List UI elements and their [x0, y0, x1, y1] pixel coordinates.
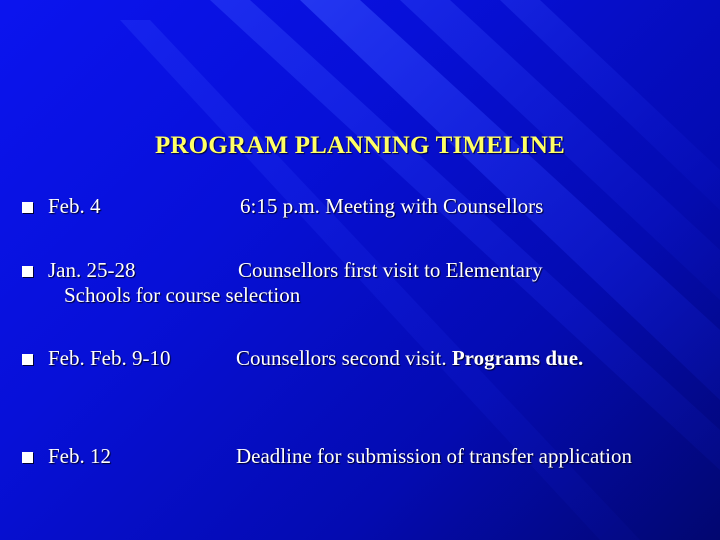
item-description: [236, 346, 583, 371]
item-date: Feb. 12: [48, 444, 111, 468]
square-bullet-icon: [22, 202, 33, 213]
list-item: [0, 442, 720, 502]
list-item: [0, 256, 720, 316]
square-bullet-icon: [22, 354, 33, 365]
list-item: [0, 192, 720, 252]
list-item: [0, 344, 720, 404]
item-description: Counsellors first visit to Elementary: [238, 258, 543, 282]
item-date: Feb. Feb. 9-10: [48, 346, 171, 370]
item-description-text: Counsellors second visit.: [236, 346, 447, 370]
square-bullet-icon: [22, 266, 33, 277]
item-date: Feb. 4: [48, 194, 101, 218]
page-title: PROGRAM PLANNING TIMELINE: [154, 132, 566, 159]
item-description: Deadline for submission of transfer application: [236, 444, 632, 468]
item-description: 6:15 p.m. Meeting with Counsellors: [240, 194, 544, 218]
item-emphasis: Programs due.: [451, 346, 584, 370]
item-description-continued: Schools for course selection: [64, 283, 301, 307]
square-bullet-icon: [22, 452, 33, 463]
item-date: Jan. 25-28: [48, 258, 136, 282]
